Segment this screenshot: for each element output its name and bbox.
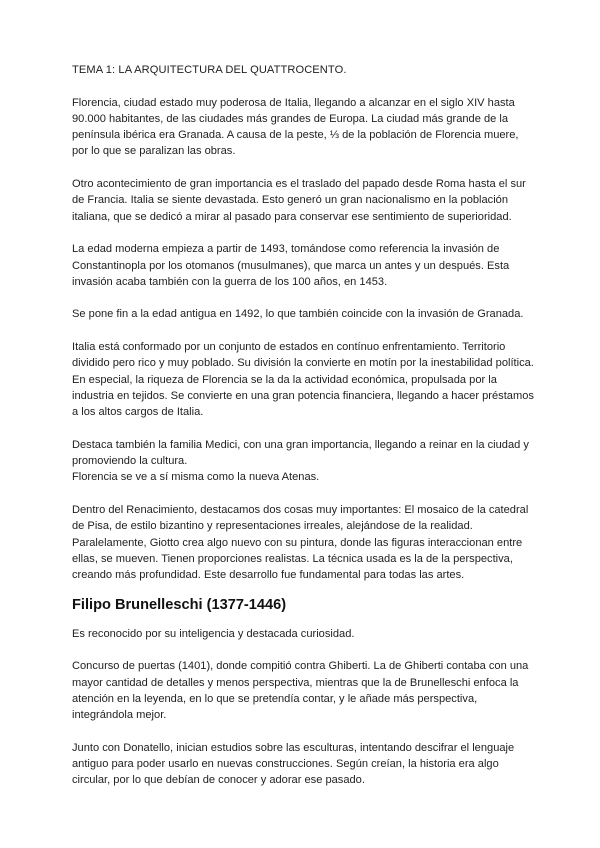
paragraph-papado: Otro acontecimiento de gran importancia es el traslado del papado desde Roma hasta el sur de Francia. Italia se siente devastada. Esto generó un gran nacionalismo en la población italiana, que se dedicó a mirar al pasado para conservar ese sentimiento de superioridad. xyxy=(72,178,526,223)
paragraph-renacimiento: Dentro del Renacimiento, destacamos dos cosas muy importantes: El mosaico de la catedral de Pisa, de estilo bizantino y representaciones irreales, alejándose de la realidad. Paralelamente, Giotto crea algo nuevo con su pintura, donde las figuras interaccionan entre ellas, se mueven. Tienen proporciones realistas. La técnica usada es la de la perspectiva, creando más profundidad. Este desarrollo fue fundamental para todas las artes. xyxy=(72,504,529,582)
paragraph-italia: Italia está conformado por un conjunto de estados en contínuo enfrentamiento. Territorio dividido pero rico y muy poblado. Su división la convierte en motín por la inestabilidad política. En especial, la riqueza de Florencia se la da la actividad económica, propulsada por la industria en tejidos. Se convierte en una gran potencia financiera, llegando a hacer préstamos a los altos cargos de Italia. xyxy=(72,341,534,419)
paragraph-edad-antigua: Se pone fin a la edad antigua en 1492, lo que también coincide con la invasión de Granada. xyxy=(72,308,524,321)
paragraph-edad-moderna: La edad moderna empieza a partir de 1493, tomándose como referencia la invasión de Constantinopla por los otomanos (musulmanes), que marca un antes y un después. Esta invasión acaba también con la guerra de los 100 años, en 1453. xyxy=(72,243,510,288)
paragraph-florencia: Florencia, ciudad estado muy poderosa de Italia, llegando a alcanzar en el siglo XIV hasta 90.000 habitantes, de las ciudades más grandes de Europa. La ciudad más grande de la península ibérica era Granada. A causa de la peste, ⅓ de la población de Florencia muere, por lo que se paralizan las obras. xyxy=(72,96,519,158)
paragraph-donatello: Junto con Donatello, inician estudios sobre las esculturas, intentando descifrar el lenguaje antiguo para poder usarlo en nuevas construcciones. Según creían, la historia era algo circular, por lo que debían de conocer y adorar ese pasado. xyxy=(72,741,515,787)
document-title: TEMA 1: LA ARQUITECTURA DEL QUATTROCENTO. xyxy=(72,64,347,76)
paragraph-medici: Destaca también la familia Medici, con una gran importancia, llegando a reinar en la ciudad y promoviendo la cultura. xyxy=(72,438,529,468)
section-heading-brunelleschi: Filipo Brunelleschi (1377-1446) xyxy=(72,596,287,613)
document-page xyxy=(72,62,534,805)
paragraph-reconocido: Es reconocido por su inteligencia y destacada curiosidad. xyxy=(72,627,355,640)
paragraph-atenas: Florencia se ve a sí misma como la nueva Atenas. xyxy=(72,471,320,484)
paragraph-concurso-puertas: Concurso de puertas (1401), donde compitió contra Ghiberti. La de Ghiberti contaba con una mayor cantidad de detalles y menos perspectiva, mientras que la de Brunelleschi enfoca la atención en la leyenda, en lo que se pretendía contar, y le añade más perspectiva, integrándola mejor. xyxy=(72,660,529,722)
